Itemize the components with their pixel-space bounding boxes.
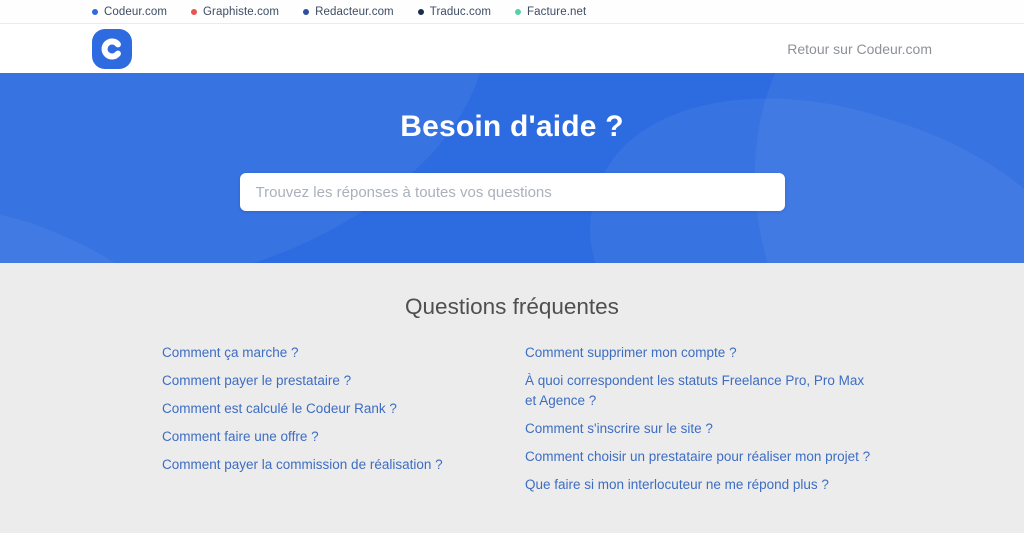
brand-dot-icon: [515, 9, 521, 15]
brand-label: Graphiste.com: [203, 5, 280, 18]
faq-question-link[interactable]: Comment choisir un prestataire pour réaliser mon projet ?: [525, 449, 871, 464]
brand-label: Facture.net: [527, 5, 587, 18]
brand-label: Codeur.com: [104, 5, 168, 18]
faq-question-link[interactable]: Comment faire une offre ?: [162, 429, 319, 444]
brand-dot-icon: [303, 9, 309, 15]
faq-question-link[interactable]: Comment ça marche ?: [162, 345, 299, 360]
page-title: Besoin d'aide ?: [400, 110, 624, 143]
help-search-input[interactable]: [240, 173, 785, 211]
brand-dot-icon: [418, 9, 424, 15]
brand-links: [92, 6, 586, 18]
faq-column-left: [149, 343, 512, 503]
faq-column-right: [512, 343, 875, 503]
brand-link[interactable]: [303, 6, 394, 18]
faq-question-link[interactable]: Comment est calculé le Codeur Rank ?: [162, 401, 397, 416]
brand-link[interactable]: [191, 6, 279, 18]
brand-link[interactable]: [418, 6, 491, 18]
codeur-logo[interactable]: [92, 29, 132, 69]
brand-label: Traduc.com: [429, 5, 492, 18]
faq-question-link[interactable]: Comment supprimer mon compte ?: [525, 345, 737, 360]
faq-title: Questions fréquentes: [405, 294, 619, 319]
faq-question-link[interactable]: Comment payer la commission de réalisation ?: [162, 457, 443, 472]
search-wrapper: [0, 173, 1024, 211]
faq-section: [0, 263, 1024, 533]
codeur-c-icon: [97, 34, 127, 64]
brand-label: Redacteur.com: [315, 5, 394, 18]
brand-dot-icon: [191, 9, 197, 15]
faq-question-link[interactable]: Comment payer le prestataire ?: [162, 373, 352, 388]
site-header: [0, 24, 1024, 73]
brand-link[interactable]: [92, 6, 167, 18]
faq-question-link[interactable]: Que faire si mon interlocuteur ne me répond plus ?: [525, 477, 829, 492]
faq-columns: [149, 343, 875, 503]
faq-question-link[interactable]: Comment s'inscrire sur le site ?: [525, 421, 713, 436]
brand-dot-icon: [92, 9, 98, 15]
brand-link[interactable]: [515, 6, 586, 18]
brand-switcher-bar: [0, 0, 1024, 24]
faq-question-link[interactable]: À quoi correspondent les statuts Freelance Pro, Pro Max et Agence ?: [525, 373, 865, 408]
hero-section: [0, 73, 1024, 263]
back-to-codeur-link[interactable]: Retour sur Codeur.com: [787, 40, 932, 57]
